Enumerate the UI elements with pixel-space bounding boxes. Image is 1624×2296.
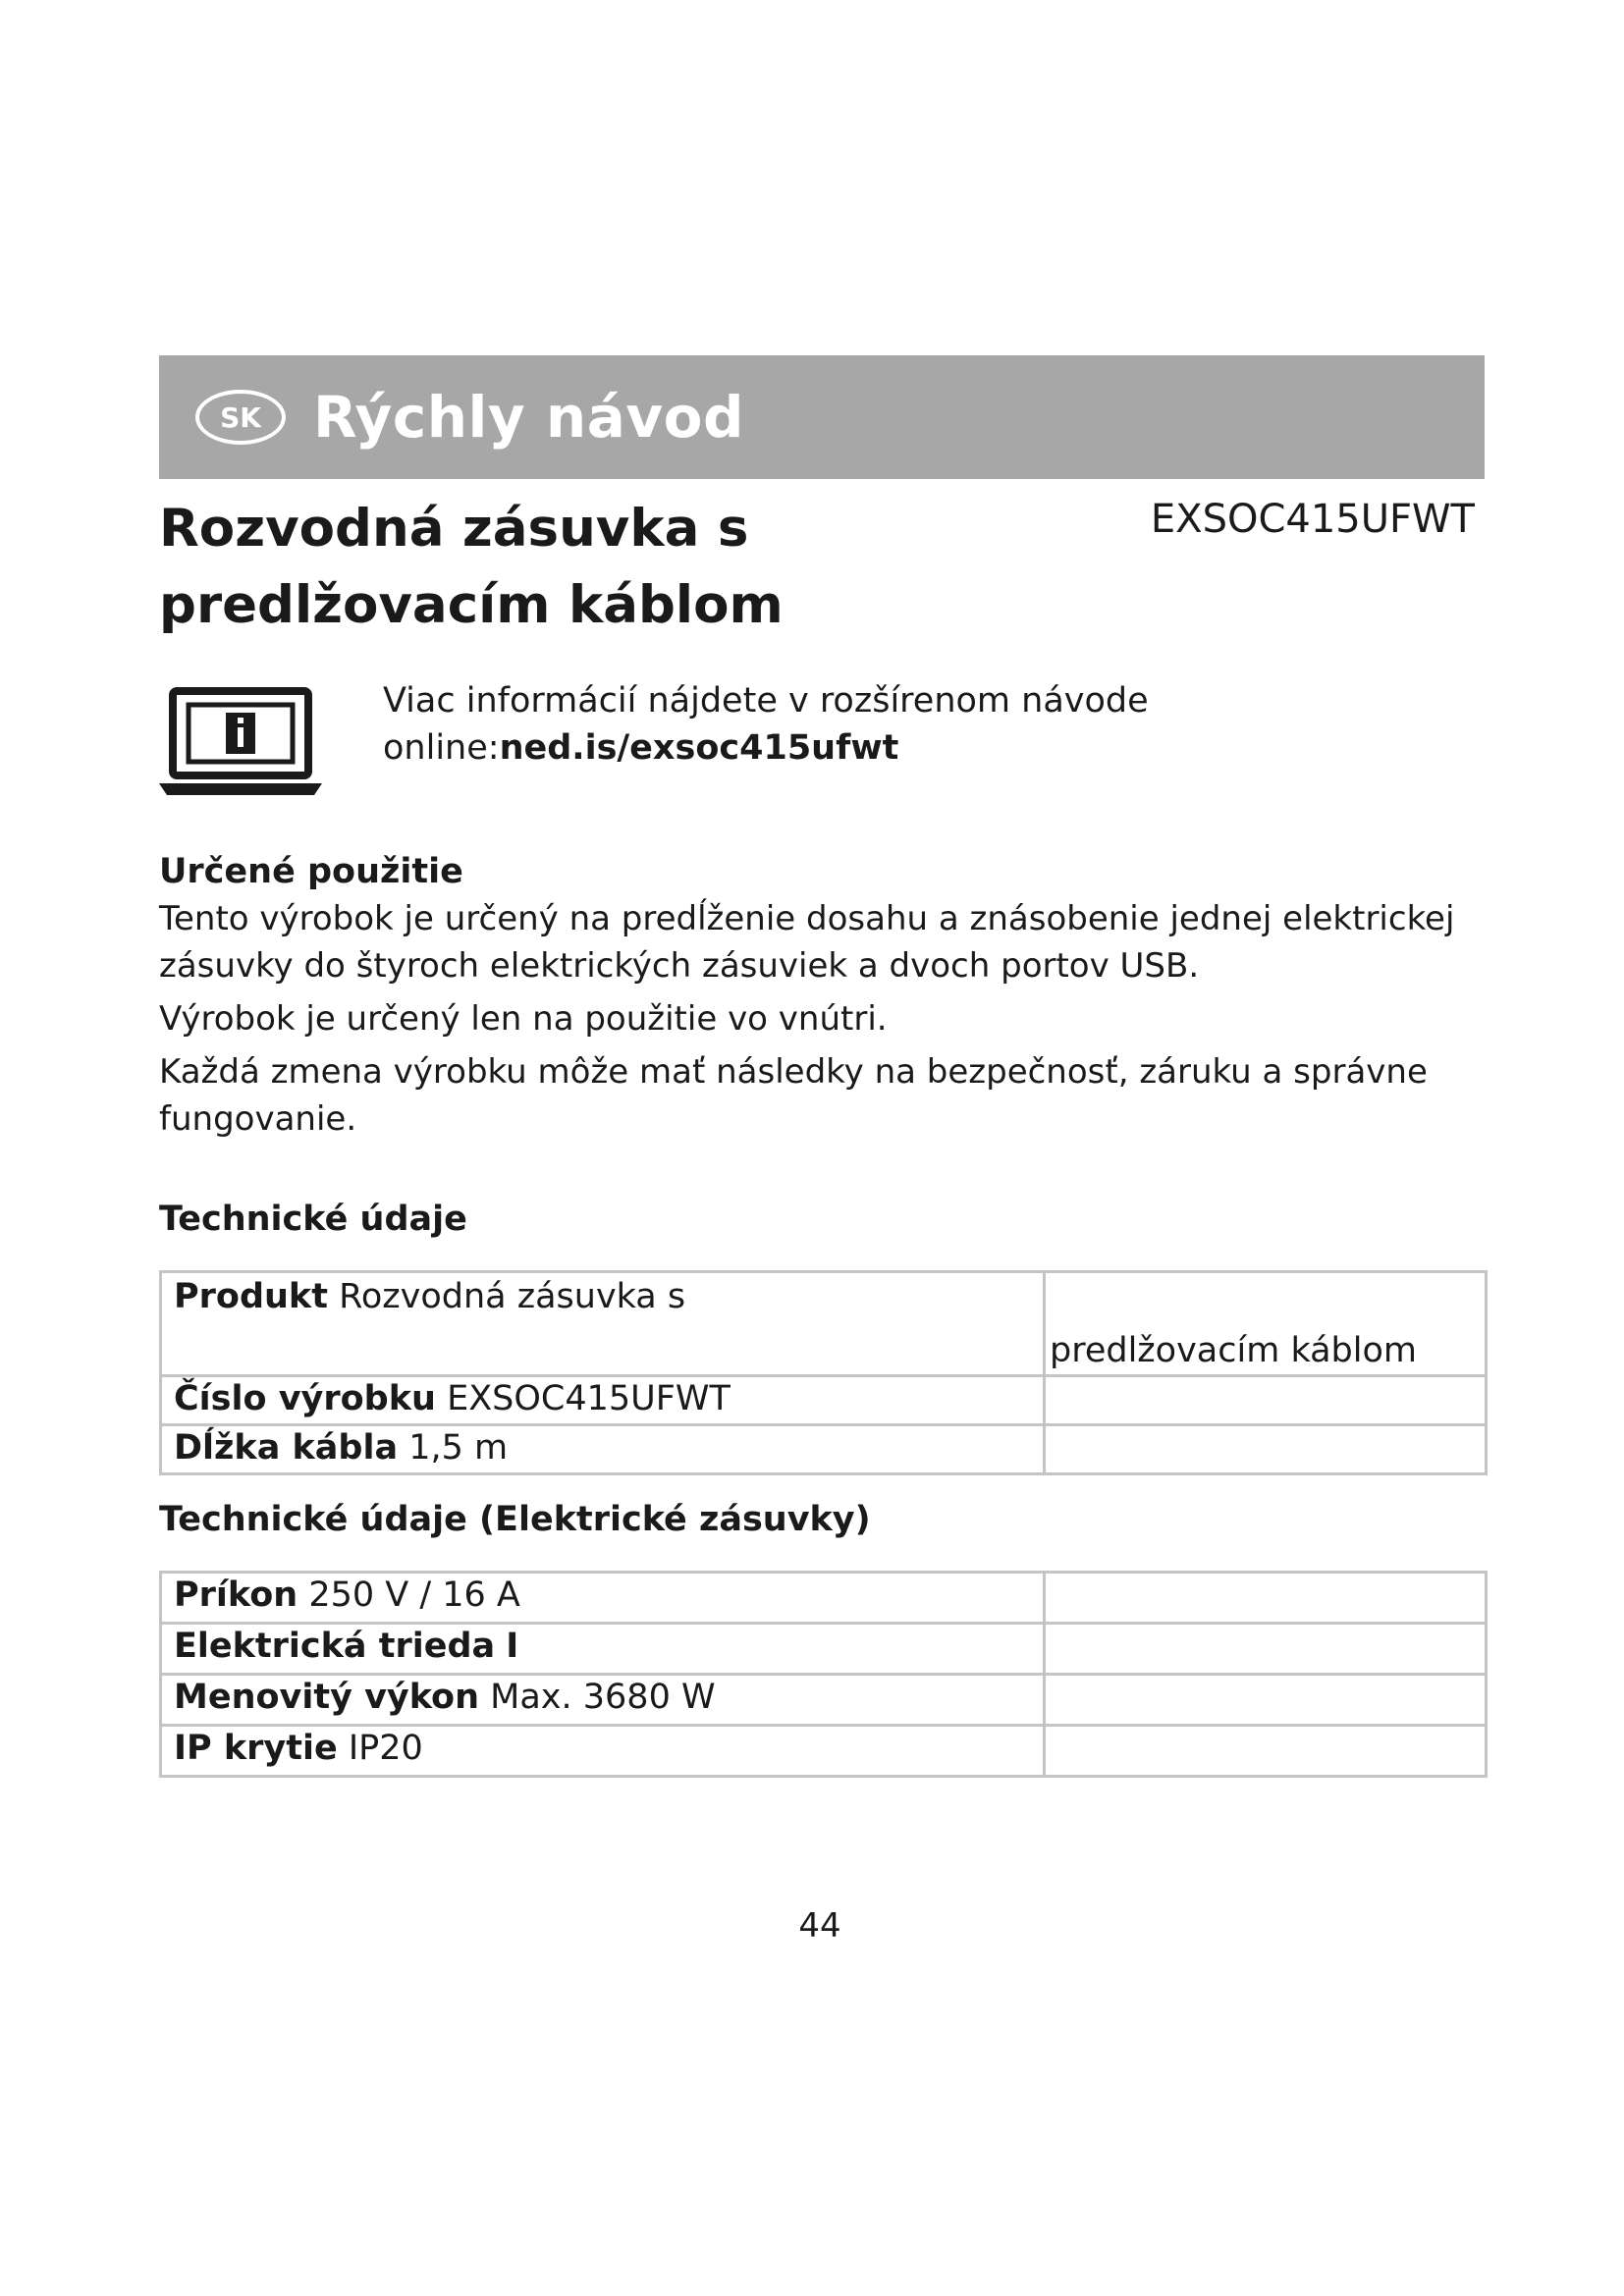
spec-value: 250 V / 16 A bbox=[308, 1575, 520, 1615]
product-title bbox=[159, 491, 945, 644]
intended-use-text bbox=[159, 895, 1494, 1143]
table-row bbox=[161, 1675, 1487, 1726]
intended-use-heading: Určené použitie bbox=[159, 852, 463, 891]
table-cell bbox=[161, 1573, 1045, 1624]
table-cell bbox=[1045, 1675, 1487, 1726]
table-row bbox=[161, 1376, 1487, 1425]
table-cell bbox=[1045, 1425, 1487, 1474]
spec-value: IP20 bbox=[348, 1729, 423, 1768]
table-cell bbox=[1045, 1573, 1487, 1624]
spec-value: I bbox=[506, 1627, 519, 1666]
spec-label: Produkt bbox=[174, 1277, 328, 1316]
table-cell bbox=[161, 1675, 1045, 1726]
intended-use-paragraph: Každá zmena výrobku môže mať následky na bezpečnosť, záruku a správne fungovanie. bbox=[159, 1052, 1428, 1139]
tech-data-heading: Technické údaje bbox=[159, 1200, 467, 1239]
intended-use-paragraph: Výrobok je určený len na použitie vo vnútri. bbox=[159, 999, 888, 1039]
info-prefix: online: bbox=[383, 728, 500, 768]
table-cell bbox=[1045, 1726, 1487, 1777]
table-cell bbox=[1045, 1272, 1487, 1376]
page-number: 44 bbox=[798, 1906, 841, 1946]
electrical-heading: Technické údaje (Elektrické zásuvky) bbox=[159, 1500, 871, 1539]
table-row bbox=[161, 1726, 1487, 1777]
table-cell bbox=[161, 1726, 1045, 1777]
intended-use-paragraph: Tento výrobok je určený na predĺženie dosahu a znásobenie jednej elektrickej zásuvky do štyroch elektrických zásuviek a dvoch portov USB. bbox=[159, 899, 1455, 986]
info-line: Viac informácií nájdete v rozšírenom návode bbox=[383, 681, 1149, 721]
electrical-table bbox=[159, 1571, 1488, 1778]
spec-label: Elektrická trieda bbox=[174, 1627, 496, 1666]
table-cell bbox=[1045, 1624, 1487, 1675]
manual-link[interactable]: ned.is/exsoc415ufwt bbox=[499, 728, 899, 768]
spec-value: Max. 3680 W bbox=[490, 1678, 716, 1717]
spec-value-continued: predlžovacím káblom bbox=[1050, 1331, 1417, 1370]
table-cell bbox=[161, 1376, 1045, 1425]
spec-label: Menovitý výkon bbox=[174, 1678, 480, 1717]
spec-value: Rozvodná zásuvka s bbox=[339, 1277, 686, 1316]
table-row bbox=[161, 1425, 1487, 1474]
product-title-line1: Rozvodná zásuvka s bbox=[159, 499, 749, 559]
model-number: EXSOC415UFWT bbox=[1150, 497, 1475, 542]
spec-label: Dĺžka kábla bbox=[174, 1428, 399, 1468]
table-row bbox=[161, 1272, 1487, 1376]
table-cell bbox=[161, 1425, 1045, 1474]
laptop-info-icon bbox=[157, 687, 324, 800]
table-row bbox=[161, 1624, 1487, 1675]
online-info bbox=[383, 677, 1149, 772]
header-banner bbox=[159, 355, 1485, 479]
table-row bbox=[161, 1573, 1487, 1624]
table-cell bbox=[1045, 1376, 1487, 1425]
table-cell bbox=[161, 1272, 1045, 1376]
table-cell bbox=[161, 1624, 1045, 1675]
banner-title: Rýchly návod bbox=[313, 384, 745, 451]
spec-label: IP krytie bbox=[174, 1729, 338, 1768]
language-badge: SK bbox=[195, 390, 286, 445]
spec-label: Príkon bbox=[174, 1575, 298, 1615]
product-title-line2: predlžovacím káblom bbox=[159, 575, 784, 635]
spec-value: EXSOC415UFWT bbox=[447, 1379, 731, 1418]
spec-label: Číslo výrobku bbox=[174, 1379, 436, 1418]
spec-value: 1,5 m bbox=[408, 1428, 509, 1468]
tech-data-table bbox=[159, 1270, 1488, 1475]
